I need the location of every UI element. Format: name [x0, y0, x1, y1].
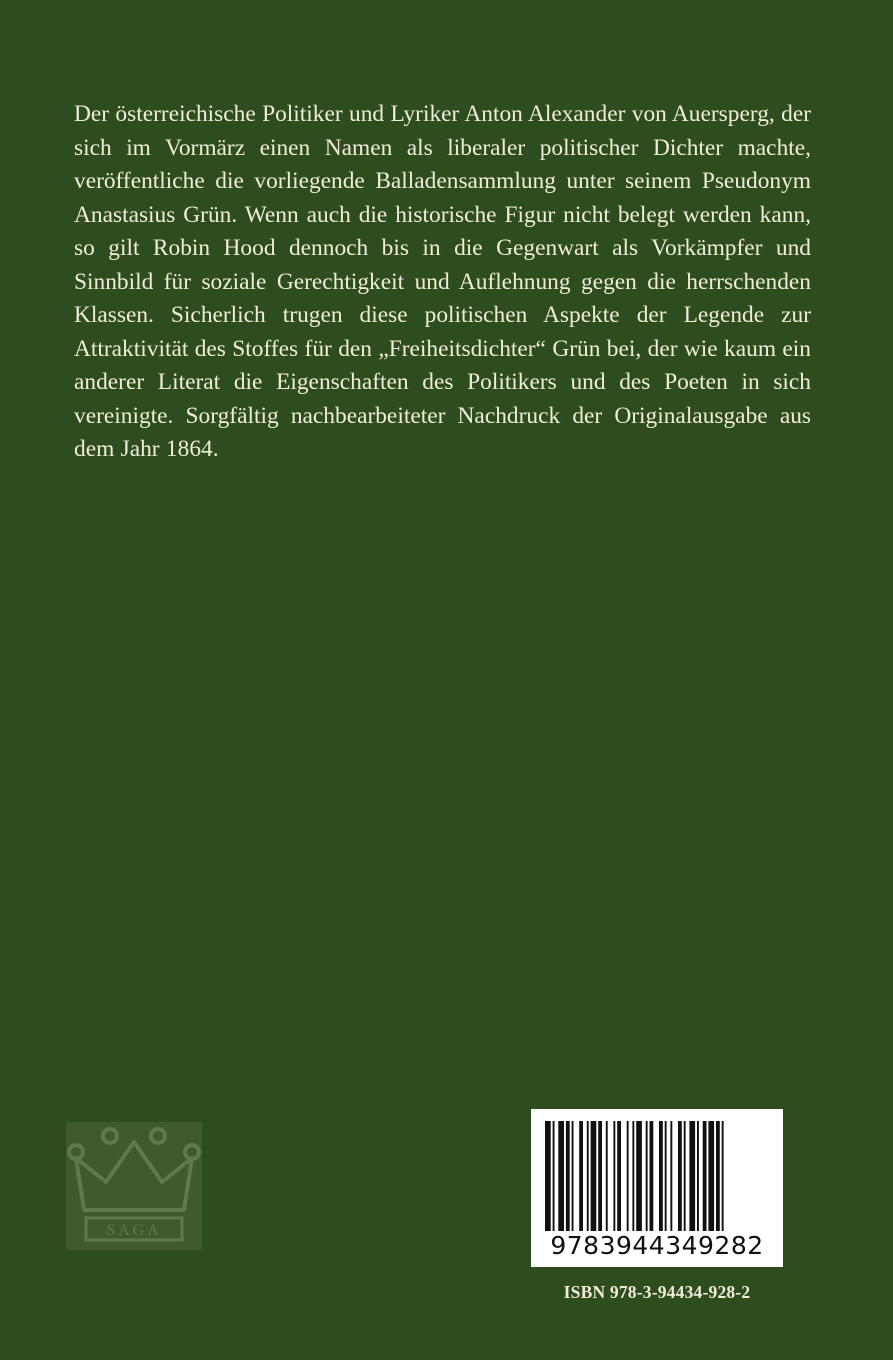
barcode-number: 9783944349282: [550, 1231, 764, 1260]
barcode-bar: [606, 1121, 608, 1231]
barcode-bar: [646, 1121, 648, 1231]
barcode-bar: [678, 1121, 682, 1231]
barcode: [531, 1109, 783, 1267]
barcode-bar: [558, 1121, 564, 1231]
barcode-bar: [591, 1121, 597, 1231]
barcode-bar: [659, 1121, 663, 1231]
barcode-bar: [665, 1121, 667, 1231]
barcode-bars: [543, 1121, 771, 1231]
barcode-bar: [572, 1121, 574, 1231]
barcode-bar: [697, 1121, 699, 1231]
barcode-bar: [703, 1121, 707, 1231]
isbn-label: ISBN 978-3-94434-928-2: [563, 1282, 751, 1302]
barcode-bar: [627, 1121, 629, 1231]
barcode-bar: [708, 1121, 714, 1231]
barcode-bar: [689, 1121, 695, 1231]
barcode-bar: [684, 1121, 686, 1231]
barcode-bar: [716, 1121, 720, 1231]
crown-icon: [66, 1122, 202, 1250]
barcode-bar: [722, 1121, 724, 1231]
barcode-bar: [553, 1121, 555, 1231]
back-cover-blurb: Der österreichische Politiker und Lyriker Anton Alexander von Auersperg, der sich im Vormärz einen Namen als liberaler politischer Dichter machte, veröffentliche die vorliegende Balladensammlung unter seinem Pseudonym Anastasius Grün. Wenn auch die historische Figur nicht belegt werden kann, so gilt Robin Hood dennoch bis in die Gegenwart als Vorkämpfer und Sinnbild für soziale Gerechtigkeit und Auflehnung gegen die herrschenden Klassen. Sicherlich trugen diese politischen Aspekte der Legende zur Attraktivität des Stoffes für den „Freiheitsdichter“ Grün bei, der wie kaum ein anderer Literat die Eigenschaften des Politikers und des Poeten in sich vereinigte. Sorgfältig nachbearbeiteter Nachdruck der Originalausgabe aus dem Jahr 1864.: [74, 101, 811, 462]
barcode-bar: [598, 1121, 602, 1231]
barcode-bar: [617, 1121, 621, 1231]
logo-text: SAGA: [106, 1222, 162, 1239]
barcode-bar: [670, 1121, 672, 1231]
barcode-bar: [636, 1121, 642, 1231]
barcode-bar: [613, 1121, 615, 1231]
barcode-bar: [579, 1121, 583, 1231]
barcode-bar: [632, 1121, 634, 1231]
barcode-bar: [587, 1121, 589, 1231]
barcode-bar: [650, 1121, 654, 1231]
publisher-logo: [66, 1122, 202, 1250]
barcode-bar: [566, 1121, 570, 1231]
barcode-bar: [545, 1121, 551, 1231]
